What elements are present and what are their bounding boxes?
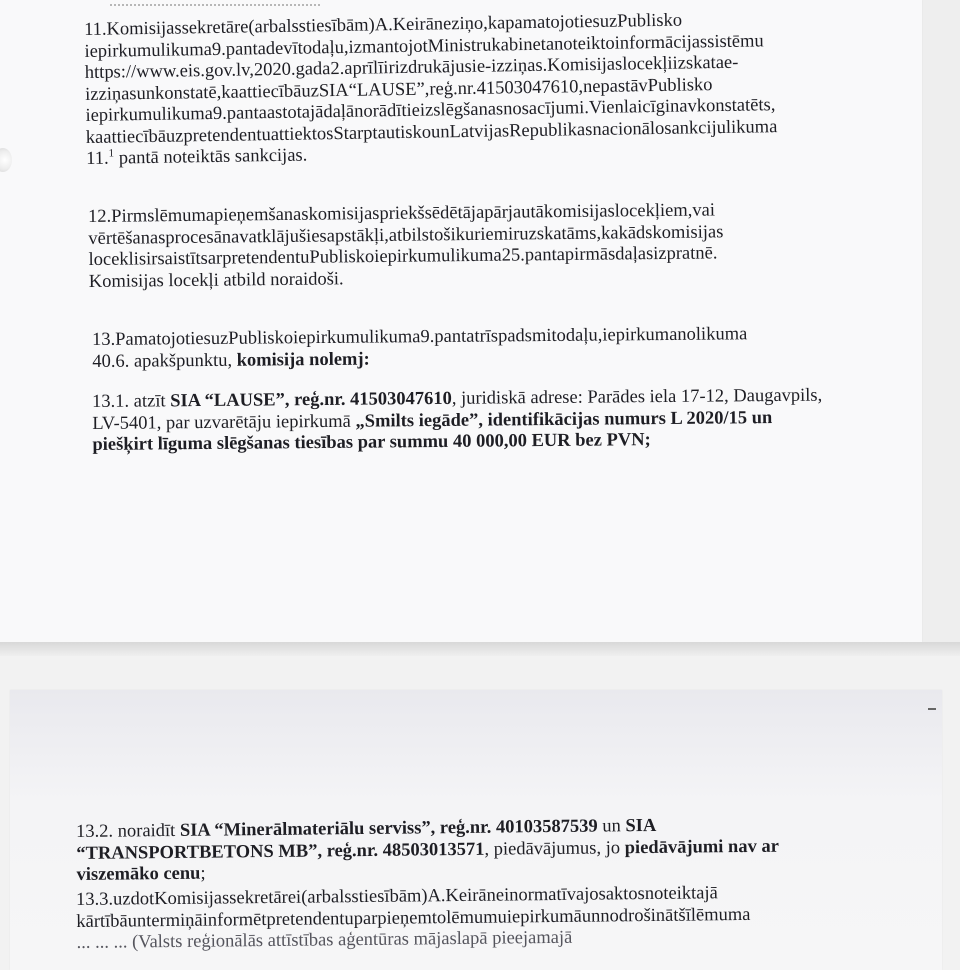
word: apstākļi,: [326, 225, 389, 247]
word: 12.: [88, 206, 112, 227]
bold-text-run: piešķirt līguma slēgšanas tiesības par summu 40 000,00 EUR bez PVN;: [92, 430, 651, 455]
text-run: 40.6. apakšpunktu,: [92, 350, 237, 372]
bold-text-run: SIA: [625, 815, 657, 837]
word: https://www.eis.gov.lv,: [84, 60, 255, 83]
word: (ar: [248, 17, 270, 38]
word: nodrošināt: [600, 905, 679, 927]
word: nav: [221, 226, 249, 248]
word: atbilstoši: [388, 224, 456, 246]
word: Vienlaicīgi: [588, 96, 671, 119]
word: ar: [207, 248, 223, 269]
cut-off-text-fragment: [110, 0, 320, 6]
word: e-izziņas.: [476, 55, 548, 77]
word: kāds: [618, 222, 653, 243]
word: nacionālo: [592, 118, 665, 140]
paragraph-13: [92, 323, 844, 373]
text-run: 13.1. atzīt: [92, 391, 171, 412]
word: lēmuma: [690, 904, 751, 926]
word: uz: [210, 328, 229, 349]
word: Starptautisko: [333, 122, 432, 144]
word: Pamatojoties: [115, 328, 211, 350]
word: A.Keirānei: [427, 885, 510, 907]
word: Ministru: [427, 35, 492, 57]
page-separator: [0, 642, 960, 656]
word: 9.panta: [212, 103, 268, 124]
word: kuriem: [455, 224, 509, 245]
word: iepirkumu: [374, 246, 451, 268]
word: uzdot: [112, 889, 155, 910]
word: aktos: [605, 884, 645, 905]
word: uz: [301, 80, 320, 102]
word: konstatē,: [154, 82, 222, 104]
word: Publisko: [309, 247, 375, 268]
word: pārjautā: [484, 202, 544, 223]
text-run: un: [597, 816, 626, 837]
word: uz: [165, 125, 184, 147]
word: izslēgšanas: [419, 99, 504, 121]
word: “LAUSE”,: [348, 79, 430, 101]
paragraph-13-2: [76, 814, 827, 886]
word: ir: [507, 223, 520, 245]
word: Komisijas: [106, 18, 182, 40]
corner-mark: [928, 708, 936, 710]
text-run: , piedāvājumus, jo: [484, 837, 625, 860]
word: e-: [723, 52, 739, 73]
word: uzskatāms,: [519, 223, 602, 244]
word: ka: [487, 13, 506, 34]
word: likuma: [160, 39, 213, 61]
word: likuma: [725, 116, 778, 138]
word: A.Keirāne: [374, 14, 452, 36]
word: normatīvajos: [509, 884, 606, 906]
word: Komisijas: [154, 888, 230, 910]
word: komisijas: [308, 203, 380, 225]
word: termiņā: [146, 910, 203, 931]
word: 2020.gada: [253, 59, 331, 81]
word: pieņemšanas: [213, 204, 309, 226]
word: un: [581, 906, 601, 927]
word: lēmumu: [446, 906, 507, 928]
bold-text-run: komisija nolemj:: [236, 349, 370, 371]
word: konstatēts,: [696, 95, 776, 117]
word: izziņas: [85, 83, 137, 105]
word: ka: [85, 127, 104, 148]
word: vai: [692, 200, 716, 221]
bold-text-run: “TRANSPORTBETONS MB”, reģ.nr. 48503013571: [76, 839, 485, 864]
right-background-band: [922, 0, 960, 655]
word: Republikas: [508, 119, 593, 141]
text-run: ;: [200, 863, 206, 884]
word: balss: [321, 887, 359, 908]
word: 13.: [92, 329, 116, 350]
bold-text-run: SIA “Minerālmateriālu serviss”, reģ.nr. 40103587539: [179, 816, 598, 841]
word: 13.3.: [76, 889, 114, 910]
word: saistīts: [157, 248, 208, 270]
word: Latvijas: [449, 120, 510, 142]
word: pamatojoties: [505, 11, 600, 34]
paragraph-13-1: [92, 385, 845, 456]
word: kārtībā: [76, 910, 128, 932]
word: Pirms: [111, 206, 155, 227]
word: likuma: [450, 245, 502, 267]
word: daļā: [323, 101, 355, 123]
word: pirmās: [564, 244, 616, 266]
word: sankciju: [664, 117, 727, 139]
word: ir: [145, 249, 158, 270]
word: locekļiem,: [614, 200, 693, 222]
word: noteikto: [553, 33, 615, 55]
paragraph-11: [84, 8, 846, 170]
bold-text-run: „Smilts iegāde”, identifikācijas numurs L 2020/15 un: [355, 407, 773, 432]
word: nav: [669, 96, 697, 117]
word: šī: [678, 905, 691, 926]
bold-text-run: piedāvājumi nav ar: [624, 836, 779, 858]
text-run: 13.2. noraidīt: [76, 820, 181, 842]
word: pretendentu: [266, 908, 354, 930]
article-ref: 11.: [86, 148, 109, 169]
word: ir: [383, 58, 395, 79]
word: trīspadsmito: [474, 325, 566, 347]
word: izskata: [672, 52, 725, 74]
word: Publisko: [647, 74, 713, 96]
punch-hole: [0, 148, 12, 172]
word: iepirkumu: [292, 327, 370, 349]
text-run: , juridiskā adrese: Parādes iela 17-12, Daugavpils,: [451, 385, 823, 409]
word: reģ.nr.: [429, 78, 477, 100]
word: norādītie: [354, 100, 421, 122]
word: devīto: [265, 37, 313, 59]
word: ziņo,: [451, 13, 488, 35]
word: komisijas: [543, 201, 615, 223]
paragraph-12: [88, 199, 841, 293]
word: panta: [524, 245, 565, 266]
paragraph-line: Komisijas locekļi atbild noraidoši.: [88, 268, 344, 292]
word: 9.: [420, 327, 435, 348]
word: iepirkumā: [506, 906, 582, 927]
word: noteiktajā: [644, 883, 718, 905]
word: daļas: [615, 244, 654, 265]
word: un: [430, 121, 450, 143]
word: sekretārei: [229, 887, 302, 909]
word: un: [127, 910, 147, 931]
word: pretendentu: [183, 124, 271, 146]
word: SIA: [318, 80, 349, 101]
word: locekļi: [622, 53, 673, 75]
word: 9.panta: [211, 38, 267, 60]
word: 11.: [84, 19, 107, 40]
word: likuma: [161, 103, 214, 125]
word: uz: [599, 11, 618, 32]
word: (ar: [301, 887, 322, 908]
word: 2.aprīlī: [330, 58, 384, 80]
word: lēmuma: [154, 205, 215, 227]
bold-text-run: viszemāko cenu: [76, 863, 201, 885]
word: un: [136, 83, 156, 104]
word: Komisijas: [547, 54, 623, 76]
word: tiesībām): [305, 15, 375, 37]
word: izpratnē.: [653, 243, 718, 265]
word: 41503047610,: [476, 76, 584, 99]
word: iepirkuma: [602, 324, 678, 346]
word: nepastāv: [582, 75, 648, 97]
word: informēt: [202, 909, 267, 931]
word: Publisko: [228, 328, 294, 349]
word: izmantojot: [348, 36, 428, 58]
word: nolikuma: [677, 324, 748, 345]
paragraph-line-cut-off: ... ... ... (Valsts reģionālās attīstības aģentūras mājaslapā pieejamajā: [76, 927, 573, 953]
word: priekšsēdētāja: [379, 202, 485, 224]
word: Publisko: [617, 10, 683, 32]
word: iepirkumu: [84, 40, 161, 62]
word: ka: [221, 82, 239, 103]
word: attiecībā: [238, 81, 302, 103]
word: vērtēšanas: [88, 227, 166, 249]
word: attiecībā: [103, 126, 167, 148]
word: daļu,: [311, 37, 349, 58]
text-run: LV-5401, par uzvarētāju iepirkumā: [92, 411, 356, 434]
superscript: 1: [108, 147, 115, 160]
word: par: [353, 908, 378, 929]
word: pretendentu: [222, 247, 310, 269]
word: iepirkumu: [85, 104, 162, 126]
word: tiesībām): [358, 886, 428, 908]
word: attiektos: [270, 123, 334, 145]
bold-text-run: SIA “LAUSE”, reģ.nr. 41503047610: [170, 388, 452, 412]
word: daļu,: [565, 325, 603, 346]
word: sekretāre: [181, 17, 249, 39]
word: astotajā: [266, 102, 324, 124]
word: komisijas: [652, 221, 724, 243]
word: procesā: [165, 227, 222, 248]
word: nosacījumi.: [503, 98, 590, 120]
line-suffix: pantā noteiktās sankcijas.: [113, 145, 308, 169]
word: likuma: [368, 327, 421, 348]
word: ka: [600, 222, 619, 244]
word: kabineta: [491, 34, 555, 56]
word: balss: [268, 16, 307, 38]
word: izdrukājusi: [394, 56, 478, 79]
word: sistēmu: [707, 30, 764, 52]
word: panta: [434, 326, 475, 348]
paragraph-13-3: [76, 882, 829, 954]
word: loceklis: [88, 249, 147, 270]
word: pieņemto: [377, 907, 447, 929]
word: 25.: [501, 245, 525, 266]
word: atklājušies: [248, 226, 327, 247]
word: informācijas: [614, 31, 708, 54]
